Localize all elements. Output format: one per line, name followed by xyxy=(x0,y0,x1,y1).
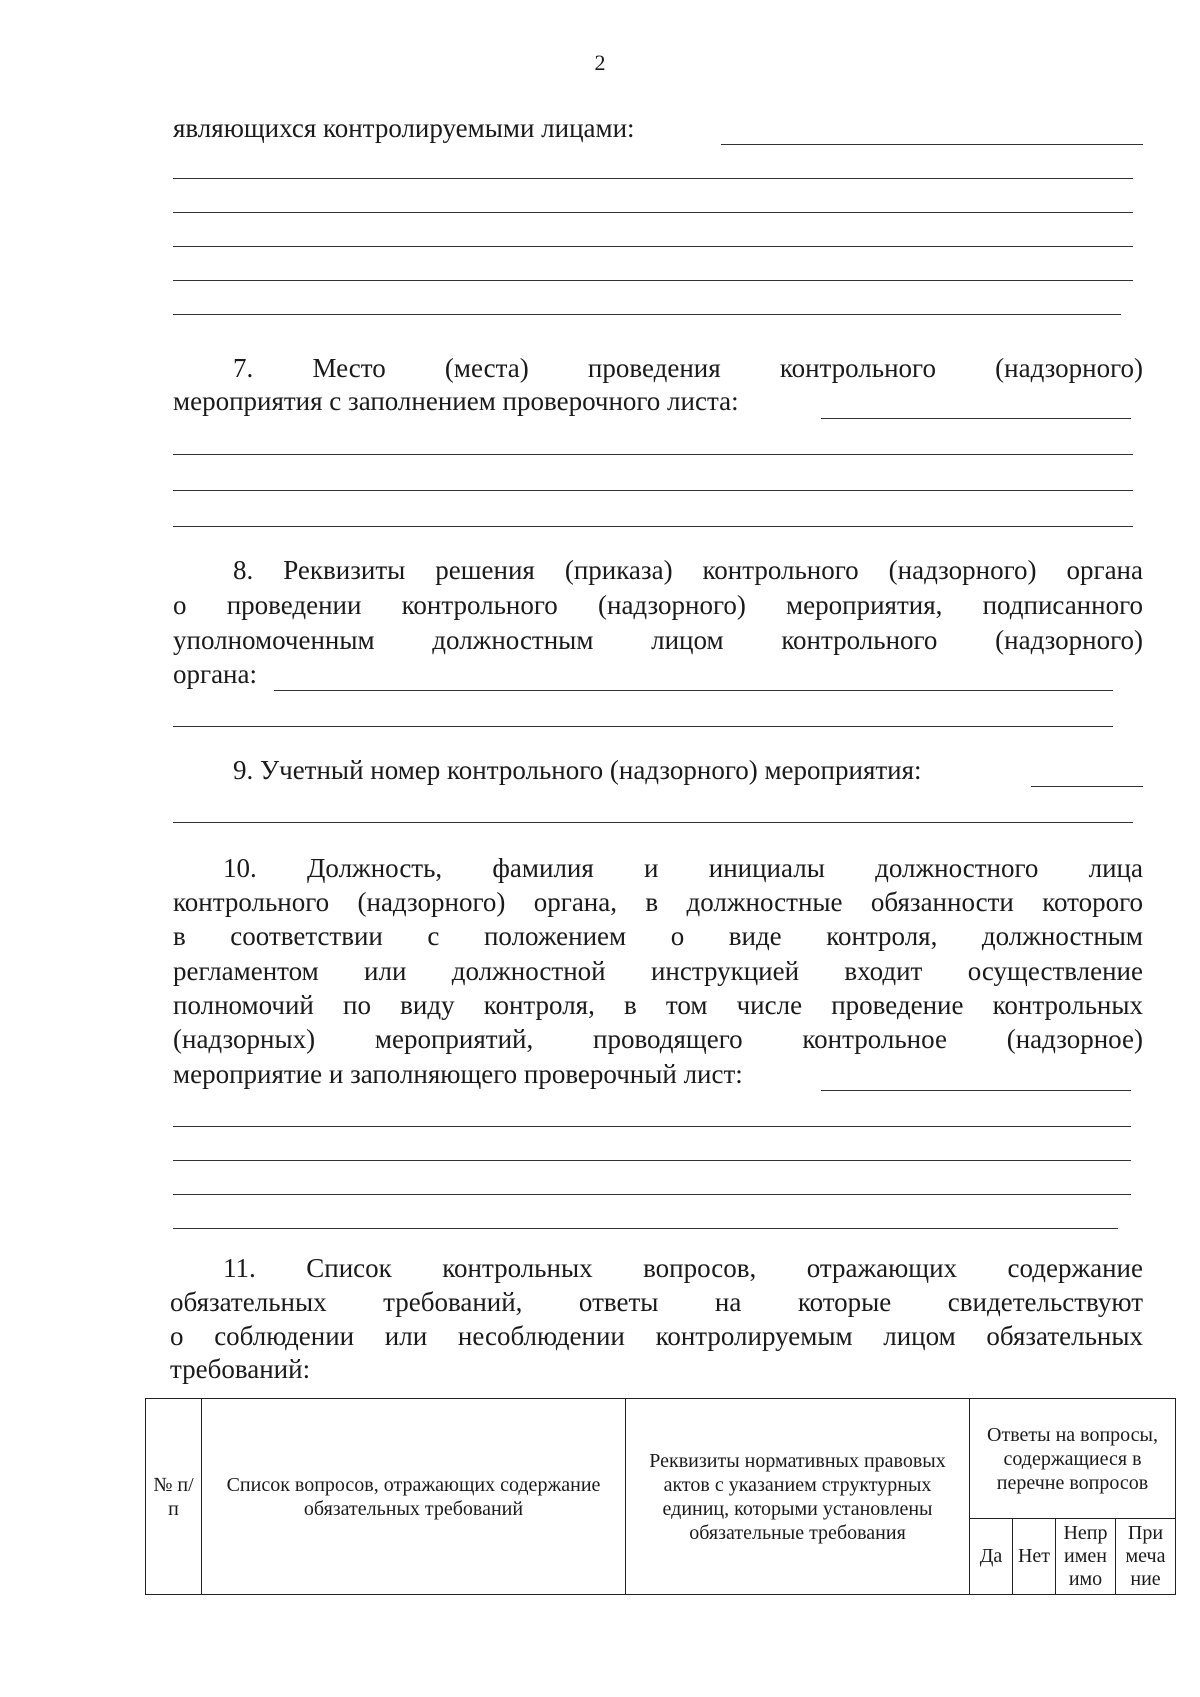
header-note: При меча ние xyxy=(1116,1519,1176,1595)
fill-line xyxy=(173,822,1133,823)
fill-line xyxy=(173,454,1133,455)
item11-line3: о соблюдении или несоблюдении контролируемым лицом обязательных xyxy=(170,1321,1143,1351)
fill-line xyxy=(821,1090,1131,1091)
fill-line xyxy=(274,690,1113,691)
fill-line xyxy=(173,280,1133,281)
fill-line xyxy=(173,212,1133,213)
item10-line3: в соответствии с положением о виде контроля, должностным xyxy=(173,921,1143,951)
item11-line1: 11. Список контрольных вопросов, отражающих содержание xyxy=(223,1253,1143,1283)
header-not-applicable: Непр имен имо xyxy=(1056,1519,1116,1595)
header-no: Нет xyxy=(1013,1519,1056,1595)
checklist-table xyxy=(145,1398,1176,1595)
fill-line xyxy=(821,418,1131,419)
item11-line4: требований: xyxy=(170,1354,311,1384)
header-number: № п/п xyxy=(146,1399,202,1595)
item8-line3: уполномоченным должностным лицом контрольного (надзорного) xyxy=(173,625,1143,655)
page-number: 2 xyxy=(594,50,606,75)
fill-line xyxy=(1031,786,1143,787)
item7-line1: 7. Место (места) проведения контрольного (надзорного) xyxy=(233,353,1143,383)
fill-line xyxy=(173,726,1113,727)
header-yes: Да xyxy=(970,1519,1013,1595)
fill-line xyxy=(173,246,1133,247)
item6-tail-text: являющихся контролируемыми лицами: xyxy=(173,113,635,143)
item8-line2: о проведении контрольного (надзорного) мероприятия, подписанного xyxy=(173,590,1143,620)
fill-line xyxy=(173,1126,1131,1127)
fill-line xyxy=(173,490,1133,491)
item10-line5: полномочий по виду контроля, в том числе проведение контрольных xyxy=(173,990,1143,1020)
item11-line2: обязательных требований, ответы на которые свидетельствуют xyxy=(170,1287,1143,1317)
item8-line1: 8. Реквизиты решения (приказа) контрольного (надзорного) органа xyxy=(233,555,1143,585)
item10-line2: контрольного (надзорного) органа, в должностные обязанности которого xyxy=(173,887,1143,917)
item7-line2: мероприятия с заполнением проверочного листа: xyxy=(173,386,739,416)
fill-line xyxy=(173,526,1133,527)
header-questions: Список вопросов, отражающих содержание обязательных требований xyxy=(202,1399,626,1595)
item10-line1: 10. Должность, фамилия и инициалы должностного лица xyxy=(223,853,1143,883)
header-answers: Ответы на вопросы, содержащиеся в перечне вопросов xyxy=(970,1399,1176,1519)
fill-line xyxy=(173,178,1133,179)
item9-line1: 9. Учетный номер контрольного (надзорного) мероприятия: xyxy=(233,755,922,785)
fill-line xyxy=(173,1194,1131,1195)
fill-line xyxy=(721,144,1143,145)
item10-line7: мероприятие и заполняющего проверочный лист: xyxy=(173,1059,743,1089)
fill-line xyxy=(173,1228,1118,1229)
item10-line4: регламентом или должностной инструкцией входит осуществление xyxy=(173,956,1143,986)
fill-line xyxy=(173,1160,1131,1161)
item8-line4: органа: xyxy=(173,659,257,689)
item10-line6: (надзорных) мероприятий, проводящего контрольное (надзорное) xyxy=(173,1024,1143,1054)
fill-line xyxy=(173,314,1121,315)
header-requisites: Реквизиты нормативных правовых актов с указанием структурных единиц, которыми установлены обязательные требования xyxy=(626,1399,970,1595)
